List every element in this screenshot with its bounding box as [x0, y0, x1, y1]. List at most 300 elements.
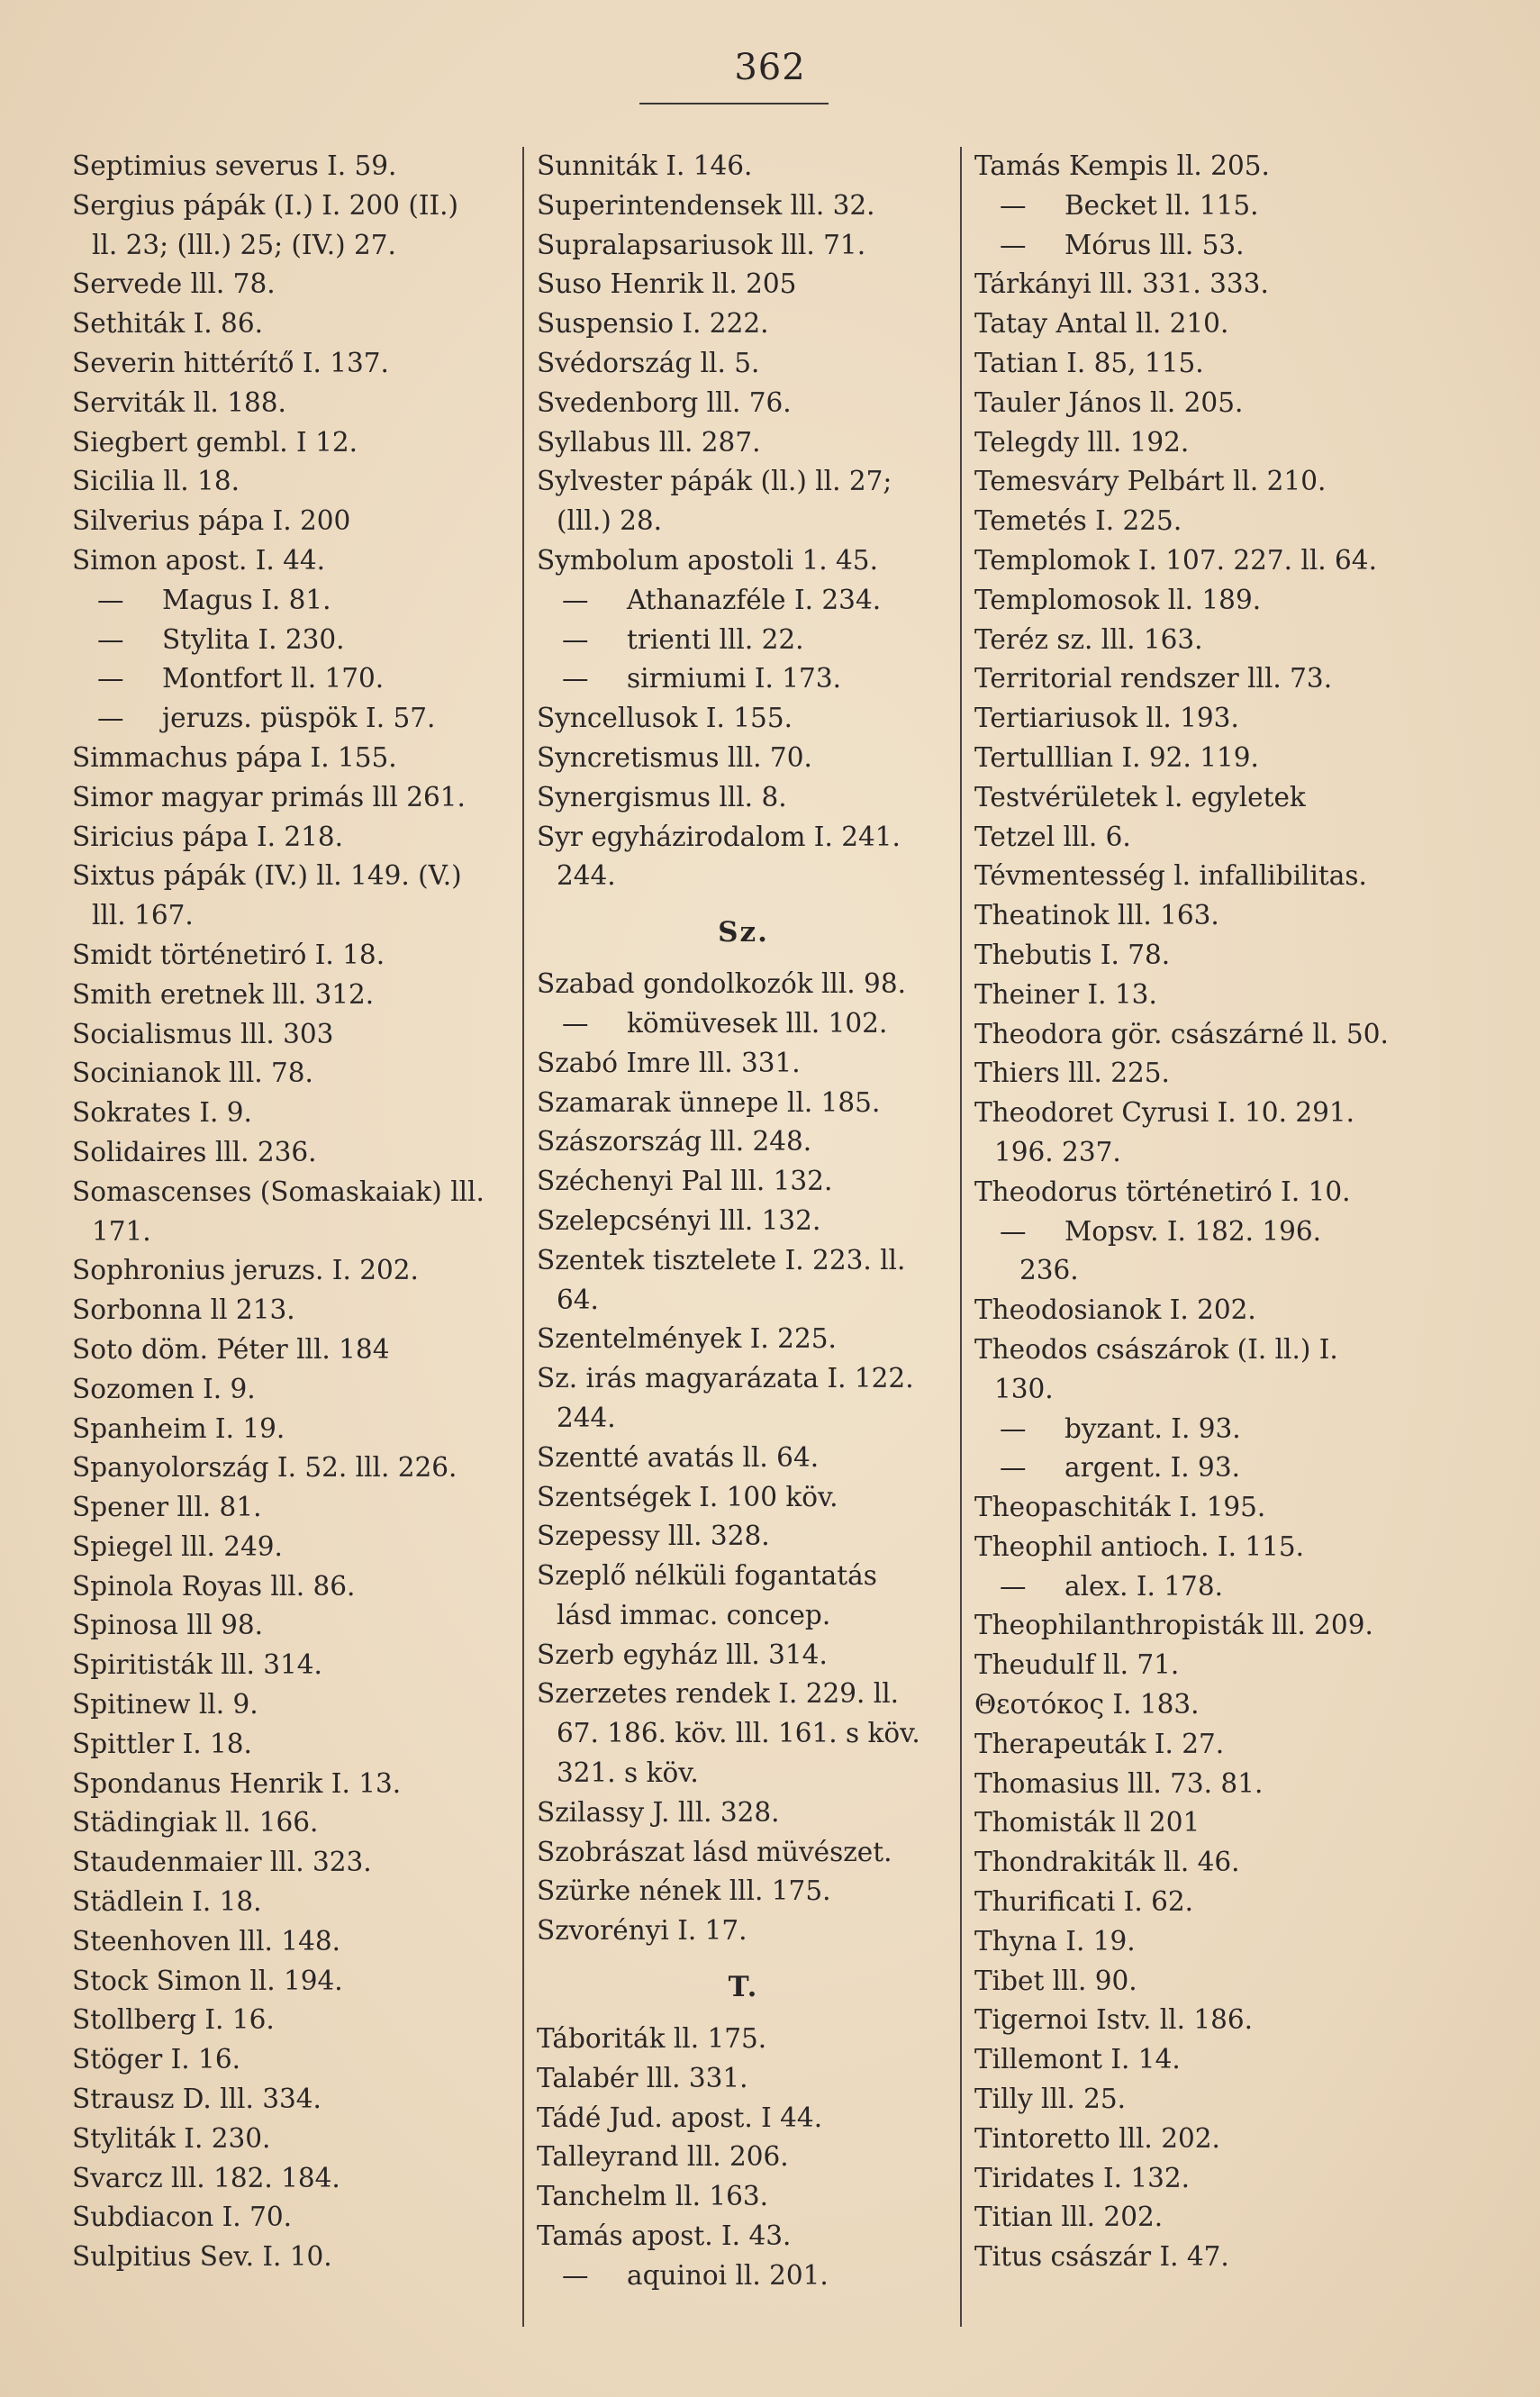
entry-text: Spittler I. 18.: [72, 1728, 252, 1759]
index-entry: [72, 1883, 504, 1922]
index-entry: [72, 1803, 504, 1843]
entry-text: Silverius pápa I. 200: [72, 505, 351, 537]
entry-text: Thurificati I. 62.: [974, 1886, 1193, 1918]
ditto-dash: —: [1000, 189, 1027, 221]
index-entry: [72, 1922, 504, 1962]
entry-text: Tillemont I. 14.: [974, 2044, 1181, 2075]
index-entry: [537, 1911, 950, 1951]
index-subentry: [974, 186, 1428, 226]
index-entry: [537, 226, 950, 266]
entry-continuation: 64.: [557, 1284, 599, 1315]
index-entry: [537, 186, 950, 226]
index-entry: [72, 2159, 504, 2199]
entry-text: Testvérületek l. egyletek: [974, 781, 1306, 813]
ditto-dash: —: [97, 623, 124, 655]
entry-text: Szászország lll. 248.: [537, 1126, 812, 1158]
index-entry: [537, 344, 950, 384]
index-entry: [537, 1793, 950, 1833]
ditto-dash: —: [1000, 1570, 1027, 1602]
entry-text: Tárkányi lll. 331. 333.: [974, 268, 1269, 300]
index-entry: [974, 384, 1428, 423]
index-entry: [974, 1291, 1428, 1330]
entry-text: Teréz sz. lll. 163.: [974, 623, 1203, 655]
ditto-dash: —: [562, 1007, 589, 1039]
entry-text: Spondanus Henrik I. 13.: [72, 1767, 402, 1799]
entry-text: Spener lll. 81.: [72, 1492, 262, 1523]
index-entry: [537, 1084, 950, 1123]
ditto-dash: —: [1000, 1452, 1027, 1484]
index-subentry: [974, 226, 1428, 266]
entry-text: Städingiak ll. 166.: [72, 1807, 319, 1839]
index-entry: [72, 1410, 504, 1449]
entry-text: Magus I. 81.: [162, 584, 331, 615]
entry-text: Serviták ll. 188.: [72, 386, 286, 418]
index-entry: [974, 304, 1428, 344]
index-entry: [537, 265, 950, 304]
entry-text: Theodos császárok (I. ll.) I.: [974, 1333, 1338, 1365]
index-entry: [974, 1330, 1428, 1410]
entry-text: trienti lll. 22.: [627, 623, 804, 655]
index-entry: [974, 1528, 1428, 1567]
entry-text: Tintoretto lll. 202.: [974, 2122, 1220, 2154]
entry-text: Simmachus pápa I. 155.: [72, 741, 397, 773]
entry-text: Spitinew ll. 9.: [72, 1689, 258, 1721]
index-entry: [537, 1478, 950, 1518]
ditto-dash: —: [1000, 229, 1027, 260]
page-number: 362: [734, 47, 806, 88]
entry-text: Szürke nének lll. 175.: [537, 1875, 831, 1907]
entry-text: Theudulf ll. 71.: [974, 1649, 1180, 1681]
entry-text: Steenhoven lll. 148.: [72, 1925, 340, 1957]
index-entry: [537, 2217, 950, 2256]
entry-text: Tibet lll. 90.: [974, 1965, 1137, 1996]
index-entry: [974, 2080, 1428, 2120]
entry-continuation: (lll.) 28.: [557, 505, 662, 537]
entry-text: Szepessy lll. 328.: [537, 1521, 770, 1552]
entry-text: Superintendensek lll. 32.: [537, 189, 875, 221]
entry-text: Stylita I. 230.: [162, 623, 345, 655]
entry-text: Szabó Imre lll. 331.: [537, 1047, 801, 1078]
index-entry: [537, 1320, 950, 1359]
ditto-dash: —: [97, 584, 124, 615]
index-entry: [974, 1765, 1428, 1804]
index-entry: [974, 1843, 1428, 1883]
entry-text: Simor magyar primás lll 261.: [72, 781, 466, 813]
index-entry: [72, 265, 504, 304]
entry-text: Syncellusok I. 155.: [537, 703, 793, 734]
index-entry: [72, 739, 504, 778]
entry-text: Simon apost. I. 44.: [72, 544, 326, 576]
entry-text: Theatinok lll. 163.: [974, 900, 1219, 931]
index-entry: [974, 936, 1428, 976]
entry-text: Sethiták I. 86.: [72, 308, 263, 340]
entry-continuation: 244.: [557, 1402, 616, 1433]
entry-text: Titian lll. 202.: [974, 2202, 1164, 2233]
entry-text: Svédország ll. 5.: [537, 347, 760, 378]
entry-text: Szentségek I. 100 köv.: [537, 1481, 838, 1512]
index-entry: [72, 1567, 504, 1607]
index-entry: [72, 1843, 504, 1883]
entry-text: Tilly lll. 25.: [974, 2084, 1126, 2115]
index-entry: [72, 778, 504, 818]
entry-continuation: ll. 23; (lll.) 25; (IV.) 27.: [92, 229, 396, 260]
entry-text: Synergismus lll. 8.: [537, 781, 787, 813]
ditto-dash: —: [562, 623, 589, 655]
index-entry: [974, 1725, 1428, 1765]
entry-text: Talleyrand lll. 206.: [537, 2141, 789, 2173]
entry-text: Thondrakiták ll. 46.: [974, 1847, 1240, 1878]
entry-text: Athanazféle I. 234.: [627, 584, 882, 615]
index-entry: [72, 423, 504, 463]
index-entry: [974, 1606, 1428, 1646]
entry-text: Thomisták ll 201: [974, 1807, 1200, 1839]
entry-text: Tertulllian I. 92. 119.: [974, 741, 1259, 773]
index-entry: [537, 2177, 950, 2217]
entry-text: Szilassy J. lll. 328.: [537, 1796, 780, 1828]
entry-text: Thebutis I. 78.: [974, 939, 1171, 970]
entry-text: Thomasius lll. 73. 81.: [974, 1767, 1264, 1799]
index-entry: [537, 384, 950, 423]
index-entry: [72, 1173, 504, 1252]
index-entry: [974, 2120, 1428, 2159]
entry-text: Sophronius jeruzs. I. 202.: [72, 1255, 419, 1286]
entry-text: sirmiumi I. 173.: [627, 663, 841, 695]
index-entry: [72, 1448, 504, 1488]
index-entry: [974, 2159, 1428, 2199]
index-entry: [72, 857, 504, 936]
entry-text: Spinola Royas lll. 86.: [72, 1570, 356, 1602]
index-entry: [974, 344, 1428, 384]
entry-text: Szentek tisztelete I. 223. ll.: [537, 1244, 906, 1276]
entry-text: Tamás Kempis ll. 205.: [974, 150, 1270, 181]
index-entry: [72, 1685, 504, 1725]
index-subentry: [537, 581, 950, 621]
entry-text: Stöger I. 16.: [72, 2044, 240, 2075]
entry-continuation: 67. 186. köv. lll. 161. s köv.: [557, 1718, 920, 1749]
entry-text: Sozomen I. 9.: [72, 1373, 256, 1404]
index-subentry: [537, 2256, 950, 2296]
entry-text: Theodosianok I. 202.: [974, 1294, 1256, 1326]
entry-text: Szvorényi I. 17.: [537, 1915, 747, 1947]
entry-text: Svedenborg lll. 76.: [537, 386, 792, 418]
entry-continuation: 130.: [994, 1373, 1054, 1404]
entry-text: Smidt történetiró I. 18.: [72, 939, 385, 970]
entry-text: Therapeuták I. 27.: [974, 1728, 1225, 1759]
index-entry: [72, 1330, 504, 1370]
index-subentry: [974, 1567, 1428, 1607]
index-entry: [974, 265, 1428, 304]
entry-text: Theopaschiták I. 195.: [974, 1492, 1266, 1523]
index-entry: [72, 818, 504, 858]
entry-text: Svarcz lll. 182. 184.: [72, 2162, 340, 2193]
entry-text: Mórus lll. 53.: [1064, 229, 1245, 260]
entry-text: Spanheim I. 19.: [72, 1412, 285, 1444]
index-entry: [974, 976, 1428, 1015]
index-subentry: [537, 659, 950, 699]
index-entry: [537, 2059, 950, 2099]
entry-text: Theiner I. 13.: [974, 978, 1157, 1010]
entry-text: Szobrászat lásd müvészet.: [537, 1836, 892, 1867]
entry-continuation: 196. 237.: [994, 1136, 1121, 1167]
index-entry: [72, 541, 504, 581]
index-entry: [72, 2040, 504, 2080]
index-entry: [974, 2198, 1428, 2238]
index-subentry: [72, 581, 504, 621]
entry-text: byzant. I. 93.: [1064, 1412, 1241, 1444]
section-heading: T.: [728, 1971, 759, 2004]
index-entry: [72, 1606, 504, 1646]
entry-text: Strausz D. lll. 334.: [72, 2084, 322, 2115]
index-entry: [974, 502, 1428, 541]
page-number-rule: [639, 103, 829, 104]
ditto-dash: —: [1000, 1412, 1027, 1444]
entry-text: Becket ll. 115.: [1064, 189, 1259, 221]
index-entry: [72, 2238, 504, 2277]
index-entry: [72, 384, 504, 423]
index-entry: [974, 1685, 1428, 1725]
index-subentry: [974, 1212, 1428, 1292]
index-entry: [537, 699, 950, 739]
entry-text: Θεοτόκος I. 183.: [974, 1689, 1200, 1721]
index-entry: [537, 1359, 950, 1439]
entry-text: Syncretismus lll. 70.: [537, 741, 812, 773]
entry-text: Tertiariusok ll. 193.: [974, 703, 1239, 734]
ditto-dash: —: [97, 663, 124, 695]
index-entry: [537, 1241, 950, 1321]
entry-text: Solidaires lll. 236.: [72, 1136, 317, 1167]
entry-text: Tatay Antal ll. 210.: [974, 308, 1229, 340]
index-entry: [537, 423, 950, 463]
entry-text: Tigernoi Istv. ll. 186.: [974, 2004, 1254, 2036]
index-entry: [974, 1173, 1428, 1212]
index-entry: [974, 857, 1428, 896]
index-entry: [974, 739, 1428, 778]
entry-text: Syllabus lll. 287.: [537, 426, 761, 458]
entry-text: Szelepcsényi lll. 132.: [537, 1204, 821, 1236]
entry-text: Tádé Jud. apost. I 44.: [537, 2102, 823, 2133]
entry-text: Subdiacon I. 70.: [72, 2202, 292, 2233]
index-entry: [974, 699, 1428, 739]
index-entry: [974, 581, 1428, 621]
index-entry: [537, 1675, 950, 1793]
index-entry: [537, 541, 950, 581]
index-entry: [974, 2040, 1428, 2080]
entry-text: Temesváry Pelbárt ll. 210.: [974, 466, 1327, 497]
entry-text: Städlein I. 18.: [72, 1886, 262, 1918]
index-entry: [537, 778, 950, 818]
index-entry: [72, 1725, 504, 1765]
index-entry: [72, 1015, 504, 1055]
index-subentry: [974, 1448, 1428, 1488]
entry-text: Szabad gondolkozók lll. 98.: [537, 968, 906, 1000]
entry-text: Széchenyi Pal lll. 132.: [537, 1166, 833, 1197]
entry-text: Tetzel lll. 6.: [974, 821, 1131, 852]
index-entry: [72, 2198, 504, 2238]
index-entry: [974, 621, 1428, 660]
index-entry: [72, 1962, 504, 2002]
entry-text: Titus császár I. 47.: [974, 2241, 1229, 2273]
entry-text: Theodoret Cyrusi I. 10. 291.: [974, 1097, 1355, 1129]
index-entry: [974, 818, 1428, 858]
entry-text: Smith eretnek lll. 312.: [72, 978, 375, 1010]
entry-text: Socinianok lll. 78.: [72, 1058, 313, 1089]
index-entry: [72, 1488, 504, 1528]
index-entry: [974, 2238, 1428, 2277]
entry-text: Socialismus lll. 303: [72, 1018, 334, 1049]
entry-text: Sulpitius Sev. I. 10.: [72, 2241, 332, 2273]
index-entry: [72, 1528, 504, 1567]
entry-text: Styliták I. 230.: [72, 2122, 271, 2154]
entry-text: Sylvester pápák (ll.) ll. 27;: [537, 466, 892, 497]
entry-text: Szeplő nélküli fogantatás: [537, 1560, 877, 1592]
entry-text: alex. I. 178.: [1064, 1570, 1223, 1602]
entry-text: jeruzs. püspök I. 57.: [162, 703, 436, 734]
index-entry: [537, 1439, 950, 1478]
entry-text: Supralapsariusok lll. 71.: [537, 229, 866, 260]
entry-text: Szentelmények I. 225.: [537, 1323, 837, 1355]
index-entry: [72, 502, 504, 541]
index-entry: [537, 2020, 950, 2059]
index-entry: [537, 1044, 950, 1084]
index-entry: [537, 462, 950, 541]
entry-text: Tanchelm ll. 163.: [537, 2181, 769, 2212]
index-entry: [974, 1646, 1428, 1685]
entry-text: Suspensio I. 222.: [537, 308, 769, 340]
entry-continuation: 236.: [1019, 1255, 1079, 1286]
entry-text: Tiridates I. 132.: [974, 2162, 1191, 2193]
index-entry: [974, 1054, 1428, 1094]
index-entry: [537, 2138, 950, 2177]
entry-text: Templomok I. 107. 227. ll. 64.: [974, 544, 1377, 576]
index-entry: [537, 1122, 950, 1162]
index-entry: [537, 739, 950, 778]
entry-text: Theophil antioch. I. 115.: [974, 1530, 1305, 1562]
index-entry: [72, 462, 504, 502]
index-entry: [72, 1765, 504, 1804]
entry-text: Thiers lll. 225.: [974, 1058, 1170, 1089]
index-entry: [72, 1370, 504, 1410]
ditto-dash: —: [562, 584, 589, 615]
index-entry: [537, 2099, 950, 2138]
index-entry: [537, 1833, 950, 1873]
index-entry: [974, 541, 1428, 581]
entry-text: kömüvesek lll. 102.: [627, 1007, 888, 1039]
entry-text: Sz. irás magyarázata I. 122.: [537, 1363, 914, 1394]
index-entry: [537, 147, 950, 186]
index-entry: [72, 1054, 504, 1094]
index-entry: [72, 2080, 504, 2120]
index-column-1: [72, 147, 504, 2327]
entry-text: Táboriták ll. 175.: [537, 2023, 767, 2055]
index-entry: [72, 2120, 504, 2159]
entry-text: Suso Henrik ll. 205: [537, 268, 797, 300]
entry-text: argent. I. 93.: [1064, 1452, 1240, 1484]
index-entry: [537, 1557, 950, 1636]
entry-text: Spiegel lll. 249.: [72, 1530, 283, 1562]
entry-text: Septimius severus I. 59.: [72, 150, 397, 181]
index-subentry: [72, 699, 504, 739]
index-entry: [72, 304, 504, 344]
index-entry: [537, 965, 950, 1004]
entry-text: Sokrates I. 9.: [72, 1097, 252, 1129]
index-column-2: [522, 147, 950, 2327]
entry-text: Tauler János ll. 205.: [974, 386, 1244, 418]
entry-text: Territorial rendszer lll. 73.: [974, 663, 1333, 695]
entry-text: Sicilia ll. 18.: [72, 466, 240, 497]
entry-text: Siegbert gembl. I 12.: [72, 426, 358, 458]
entry-text: Sorbonna ll 213.: [72, 1294, 295, 1326]
entry-text: Siricius pápa I. 218.: [72, 821, 344, 852]
entry-text: Spiritisták lll. 314.: [72, 1649, 322, 1681]
ditto-dash: —: [562, 663, 589, 695]
index-entry: [974, 1094, 1428, 1173]
entry-text: aquinoi ll. 201.: [627, 2259, 829, 2291]
index-subentry: [72, 621, 504, 660]
entry-text: Tévmentesség l. infallibilitas.: [974, 860, 1367, 892]
entry-text: Montfort ll. 170.: [162, 663, 385, 695]
index-entry: [537, 1636, 950, 1675]
index-entry: [974, 462, 1428, 502]
entry-continuation: 321. s köv.: [557, 1757, 699, 1789]
entry-text: Theophilanthropisták lll. 209.: [974, 1610, 1373, 1641]
index-entry: [72, 1133, 504, 1173]
entry-text: Szamarak ünnepe ll. 185.: [537, 1086, 881, 1118]
index-entry: [974, 1488, 1428, 1528]
entry-text: Symbolum apostoli 1. 45.: [537, 544, 878, 576]
index-entry: [72, 1094, 504, 1133]
ditto-dash: —: [1000, 1215, 1027, 1247]
index-entry: [974, 147, 1428, 186]
index-entry: [537, 1162, 950, 1202]
entry-continuation: lll. 167.: [92, 900, 194, 931]
index-entry: [974, 659, 1428, 699]
entry-text: Severin hittérítő I. 137.: [72, 347, 389, 378]
entry-text: Spanyolország I. 52. lll. 226.: [72, 1452, 457, 1484]
index-subentry: [974, 1410, 1428, 1449]
index-entry: [72, 147, 504, 186]
entry-text: Somascenses (Somaskaiak) lll.: [72, 1176, 485, 1207]
entry-text: Staudenmaier lll. 323.: [72, 1847, 372, 1878]
index-subentry: [537, 621, 950, 660]
entry-text: Sergius pápák (I.) I. 200 (II.): [72, 189, 459, 221]
entry-continuation: lásd immac. concep.: [557, 1599, 831, 1630]
index-entry: [537, 818, 950, 897]
entry-text: Temetés I. 225.: [974, 505, 1182, 537]
entry-text: Theodorus történetiró I. 10.: [974, 1176, 1351, 1207]
entry-text: Stollberg I. 16.: [72, 2004, 275, 2036]
ditto-dash: —: [562, 2259, 589, 2291]
entry-text: Soto döm. Péter lll. 184: [72, 1333, 390, 1365]
index-entry: [72, 1251, 504, 1291]
entry-text: Templomosok ll. 189.: [974, 584, 1262, 615]
index-entry: [72, 1646, 504, 1685]
entry-text: Mopsv. I. 182. 196.: [1064, 1215, 1322, 1247]
entry-text: Szentté avatás ll. 64.: [537, 1441, 820, 1473]
entry-text: Thyna I. 19.: [974, 1925, 1136, 1957]
entry-text: Telegdy lll. 192.: [974, 426, 1190, 458]
index-entry: [974, 423, 1428, 463]
entry-text: Stock Simon ll. 194.: [72, 1965, 343, 1996]
index-entry: [974, 2001, 1428, 2040]
index-entry: [72, 936, 504, 976]
index-entry: [72, 186, 504, 266]
index-entry: [72, 976, 504, 1015]
index-entry: [537, 1202, 950, 1241]
index-entry: [974, 896, 1428, 936]
index-subentry: [537, 1004, 950, 1044]
entry-text: Theodora gör. császárné ll. 50.: [974, 1018, 1389, 1049]
index-entry: [537, 1872, 950, 1911]
